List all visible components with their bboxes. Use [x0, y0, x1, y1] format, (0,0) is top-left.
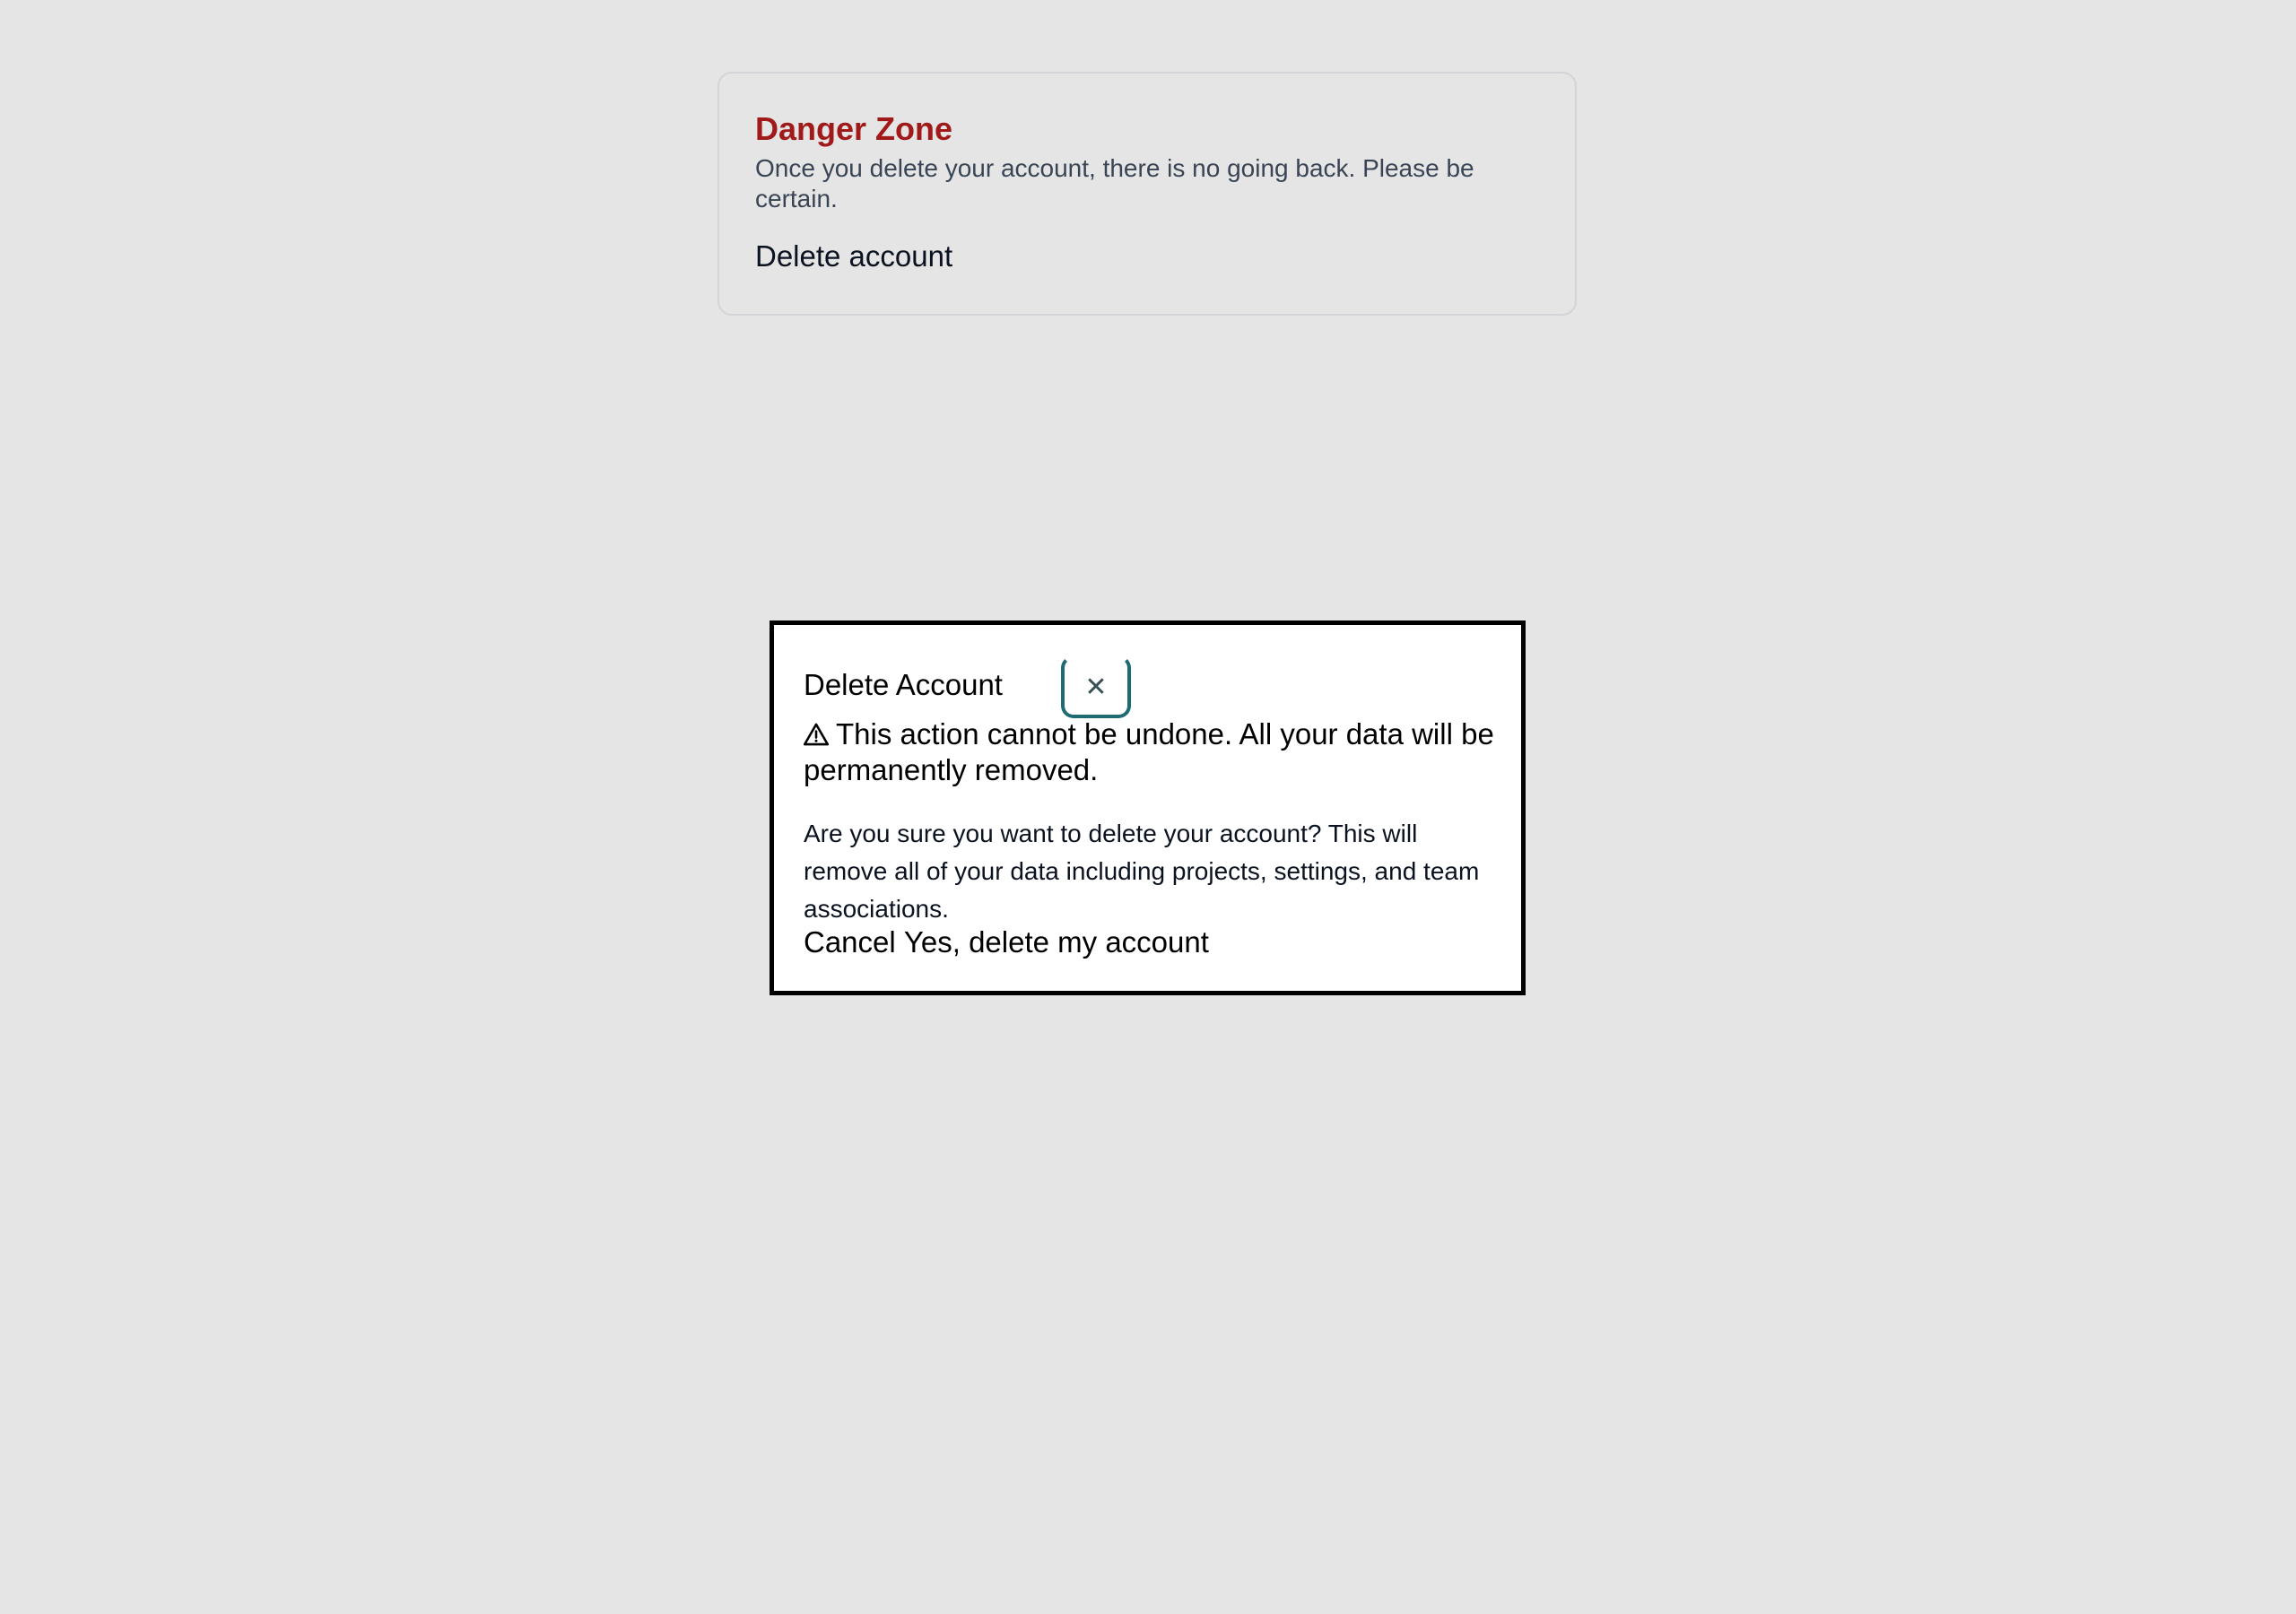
warning-triangle-icon — [804, 722, 829, 747]
warning-message — [804, 716, 1494, 788]
close-icon: ✕ — [1084, 671, 1108, 703]
dialog-actions — [804, 924, 1209, 960]
danger-zone-card — [718, 72, 1577, 316]
dialog-title: Delete Account — [804, 668, 1003, 701]
delete-account-dialog — [770, 620, 1526, 995]
cancel-button[interactable]: Cancel — [804, 925, 896, 959]
danger-zone-title: Danger Zone — [755, 110, 953, 147]
warning-text: This action cannot be undone. All your data will be permanently removed. — [804, 717, 1494, 786]
danger-zone-description: Once you delete your account, there is no going back. Please be certain. — [755, 154, 1474, 213]
confirmation-text: Are you sure you want to delete your account? This will remove all of your data including projects, settings, and team associations. — [804, 820, 1480, 923]
confirm-delete-button[interactable]: Yes, delete my account — [903, 925, 1209, 959]
dialog-header — [804, 625, 1494, 703]
close-dialog-button[interactable] — [1061, 655, 1131, 718]
delete-account-button[interactable]: Delete account — [755, 239, 953, 273]
